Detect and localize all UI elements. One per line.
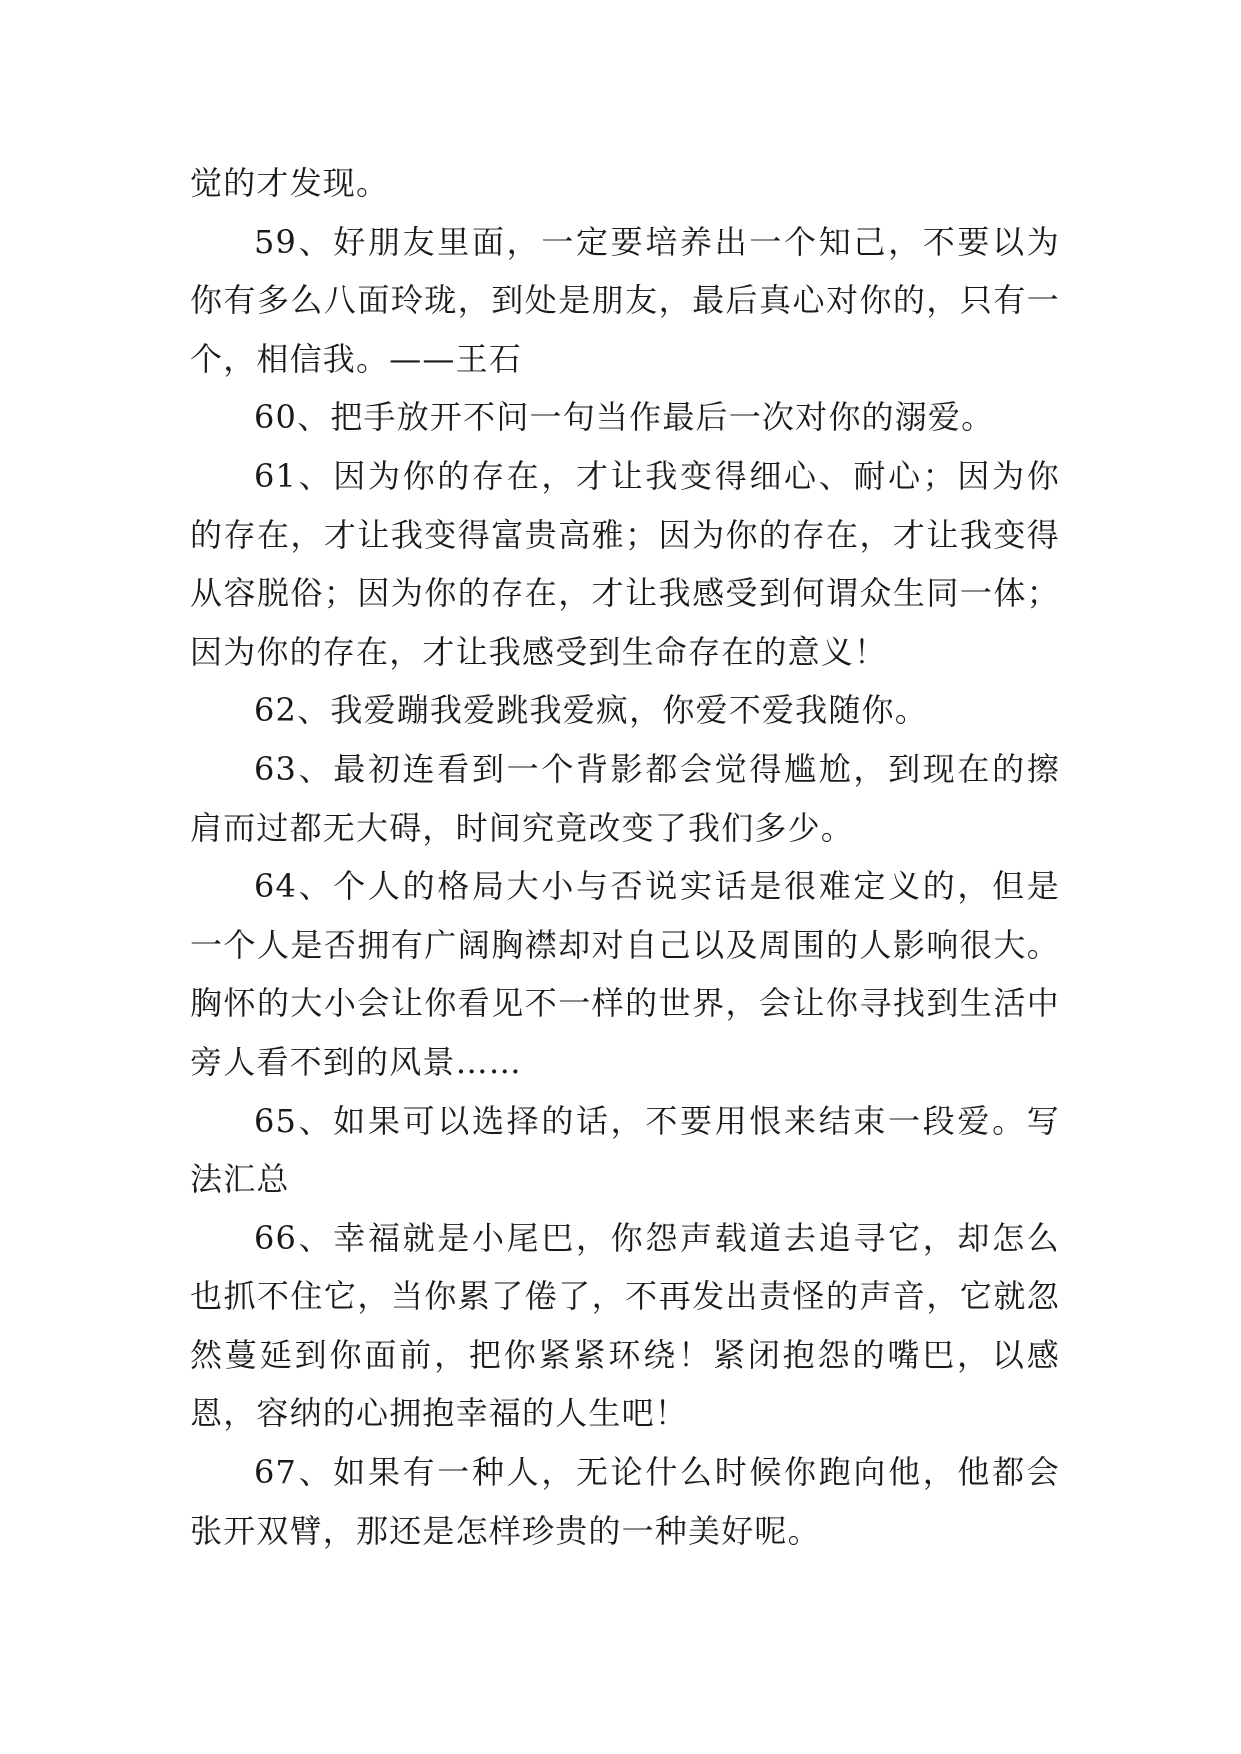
paragraph-continuation: 觉的才发现。 (190, 164, 390, 202)
paragraph-63: 63、最初连看到一个背影都会觉得尴尬，到现在的擦肩而过都无大碍，时间究竟改变了我们多少。 (190, 749, 1060, 847)
document-body (190, 154, 1060, 1560)
paragraph-65: 65、如果可以选择的话，不要用恨来结束一段爱。写法汇总 (190, 1101, 1060, 1199)
paragraph-62: 62、我爱蹦我爱跳我爱疯，你爱不爱我随你。 (254, 691, 928, 730)
paragraph-66: 66、幸福就是小尾巴，你怨声载道去追寻它，却怎么也抓不住它，当你累了倦了，不再发出责怪的声音，它就忽然蔓延到你面前，把你紧紧环绕！紧闭抱怨的嘴巴，以感恩，容纳的心拥抱幸福的人生吧！ (190, 1218, 1060, 1433)
paragraph-67: 67、如果有一种人，无论什么时候你跑向他，他都会张开双臂，那还是怎样珍贵的一种美好呢。 (190, 1453, 1060, 1550)
paragraph-64: 64、个人的格局大小与否说实话是很难定义的，但是一个人是否拥有广阔胸襟却对自己以及周围的人影响很大。胸怀的大小会让你看见不一样的世界，会让你寻找到生活中旁人看不到的风景…… (190, 867, 1060, 1081)
paragraph-61: 61、因为你的存在，才让我变得细心、耐心；因为你的存在，才让我变得富贵高雅；因为你的存在，才让我变得从容脱俗；因为你的存在，才让我感受到何谓众生同一体；因为你的存在，才让我感受到生命存在的意义！ (190, 456, 1060, 671)
paragraph-59: 59、好朋友里面，一定要培养出一个知己，不要以为你有多么八面玲珑，到处是朋友，最后真心对你的，只有一个，相信我。——王石 (190, 222, 1060, 378)
paragraph-60: 60、把手放开不问一句当作最后一次对你的溺爱。 (254, 398, 995, 437)
